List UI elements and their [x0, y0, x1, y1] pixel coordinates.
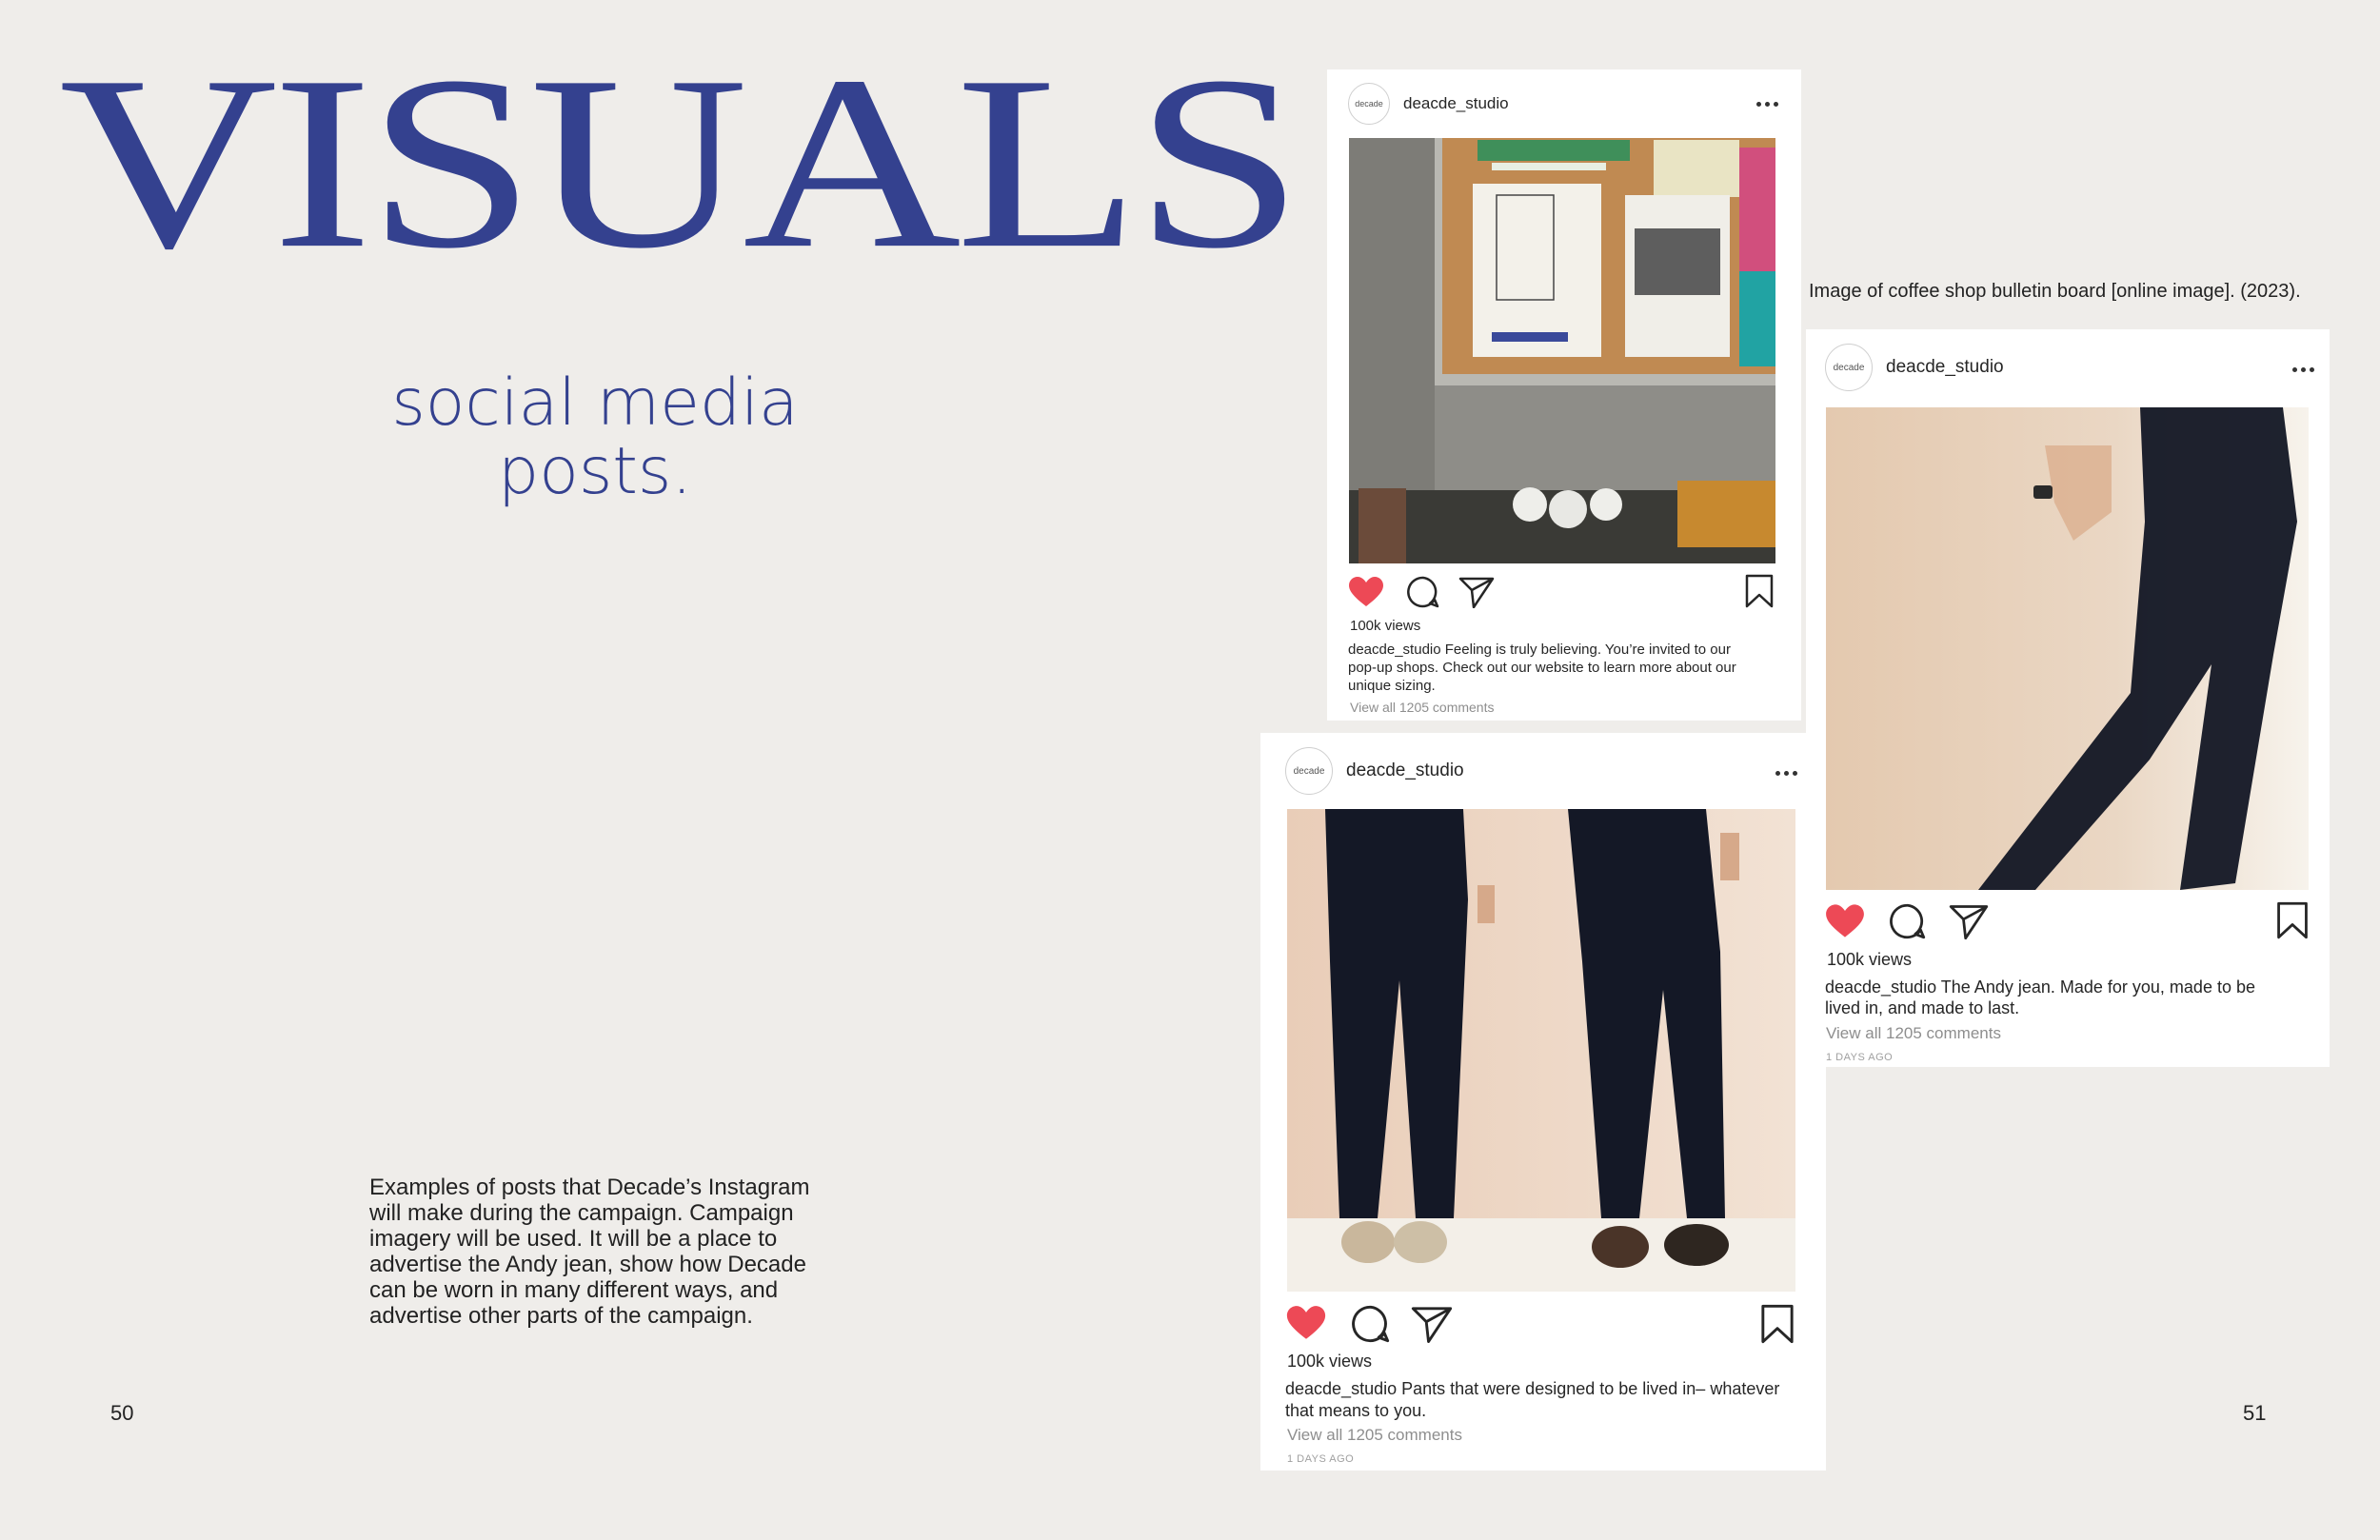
- view-count: 100k views: [1827, 950, 1913, 969]
- view-count: 100k views: [1287, 1352, 1373, 1371]
- image-caption: Image of coffee shop bulletin board [online image]. (2023).: [1809, 281, 2301, 302]
- avatar[interactable]: decade: [1348, 83, 1390, 125]
- avatar[interactable]: decade: [1285, 747, 1333, 795]
- post-image: [1826, 407, 2309, 890]
- bookmark-icon[interactable]: [1745, 574, 1774, 608]
- share-icon[interactable]: [1411, 1305, 1453, 1343]
- more-options-icon[interactable]: [1775, 771, 1797, 776]
- share-icon[interactable]: [1949, 903, 1989, 939]
- post-caption: [1825, 977, 2282, 1018]
- bulletin-board-photo-icon: [1349, 138, 1775, 563]
- comment-icon[interactable]: [1890, 903, 1926, 939]
- share-icon[interactable]: [1458, 576, 1495, 608]
- page-number-left: 50: [110, 1401, 134, 1425]
- heart-icon[interactable]: [1825, 903, 1865, 939]
- bookmark-icon[interactable]: [1760, 1304, 1795, 1344]
- post-handle[interactable]: deacde_studio: [1886, 357, 2004, 377]
- instagram-post-1: [1327, 69, 1801, 721]
- heart-icon[interactable]: [1348, 576, 1384, 608]
- post-image: [1287, 809, 1795, 1292]
- comment-icon[interactable]: [1352, 1305, 1390, 1343]
- post-image: [1349, 138, 1775, 563]
- description-text: Examples of posts that Decade’s Instagram will make during the campaign. Campaign imagery will be used. It will be a place to advertise the Andy jean, show how Decade can be worn in many different ways, and advertise other parts of the campaign.: [369, 1175, 810, 1329]
- heart-icon[interactable]: [1285, 1305, 1327, 1341]
- caption-handle[interactable]: deacde_studio: [1825, 977, 1937, 997]
- post-timestamp: 1 DAYS AGO: [1287, 1453, 1355, 1465]
- caption-text: Feeling is truly believing. You’re invited to our pop-up shops. Check out our website to learn more about our unique sizing.: [1348, 642, 1736, 694]
- post-header: [1806, 344, 2330, 391]
- view-comments-link[interactable]: View all 1205 comments: [1287, 1426, 1462, 1444]
- bookmark-icon[interactable]: [2276, 901, 2309, 939]
- page-title: VISUALS: [59, 25, 1298, 300]
- subtitle-line-2: posts.: [498, 434, 692, 509]
- jeans-legs-photo-icon: [1287, 809, 1795, 1292]
- post-header: [1260, 747, 1826, 795]
- post-handle[interactable]: deacde_studio: [1403, 94, 1509, 112]
- avatar[interactable]: decade: [1825, 344, 1873, 391]
- caption-text: The Andy jean. Made for you, made to be lived in, and made to last.: [1825, 977, 2255, 1017]
- subtitle-line-1: social media: [391, 365, 799, 441]
- view-count: 100k views: [1350, 618, 1421, 634]
- page-number-right: 51: [2243, 1401, 2267, 1425]
- more-options-icon[interactable]: [2292, 367, 2314, 372]
- view-comments-link[interactable]: View all 1205 comments: [1350, 700, 1495, 715]
- comment-icon[interactable]: [1407, 576, 1439, 608]
- instagram-post-2: [1260, 733, 1826, 1471]
- page-subtitle: [267, 365, 923, 509]
- caption-handle[interactable]: deacde_studio: [1348, 642, 1441, 658]
- walking-jeans-photo-icon: [1826, 407, 2309, 890]
- post-caption: [1348, 641, 1748, 695]
- post-header: [1327, 82, 1801, 126]
- post-timestamp: 1 DAYS AGO: [1826, 1052, 1894, 1063]
- instagram-post-3: [1806, 329, 2330, 1067]
- view-comments-link[interactable]: View all 1205 comments: [1826, 1024, 2001, 1042]
- post-caption: [1285, 1378, 1780, 1422]
- caption-text: Pants that were designed to be lived in– whatever that means to you.: [1285, 1379, 1780, 1420]
- post-handle[interactable]: deacde_studio: [1346, 760, 1464, 780]
- caption-handle[interactable]: deacde_studio: [1285, 1379, 1398, 1398]
- more-options-icon[interactable]: [1756, 102, 1778, 107]
